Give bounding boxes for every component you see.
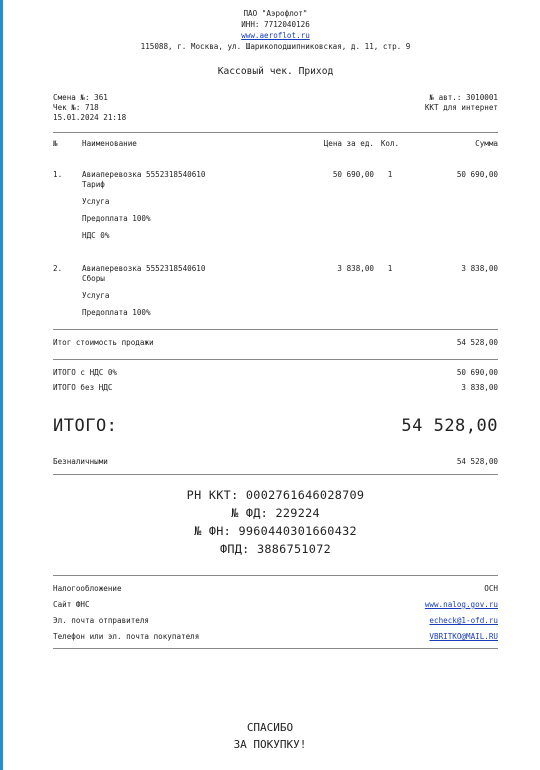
company-site-link[interactable]: www.aeroflot.ru (241, 31, 310, 40)
auto-number: № авт.: 3010001 (429, 93, 498, 102)
item-name: Авиаперевозка 5552318540610 (82, 264, 206, 273)
vat0-value: 50 690,00 (456, 368, 498, 377)
check-number: Чек №: 718 (53, 103, 99, 112)
cashless-row (53, 457, 498, 467)
fns-link[interactable]: www.nalog.gov.ru (424, 600, 498, 609)
col-num: № (53, 139, 58, 148)
sender-label: Эл. почта отправителя (53, 616, 150, 625)
receipt-title: Кассовый чек. Приход (217, 66, 334, 77)
fns-row (53, 600, 498, 610)
list-item (53, 264, 498, 318)
item-qty: 1 (387, 170, 393, 179)
divider (53, 474, 498, 475)
check-datetime: 15.01.2024 21:18 (53, 113, 127, 122)
company-address: 115088, г. Москва, ул. Шарикоподшипниковская, д. 11, стр. 9 (140, 42, 411, 51)
company-name: ПАО "Аэрофлот" (243, 9, 308, 18)
sale-total-value: 54 528,00 (456, 338, 498, 347)
tax-row (53, 584, 498, 594)
item-name: Авиаперевозка 5552318540610 (82, 170, 206, 179)
fns-label: Сайт ФНС (53, 600, 90, 609)
fd-number: № ФД: 229224 (231, 506, 320, 520)
col-name: Наименование (82, 139, 137, 148)
buyer-row (53, 632, 498, 642)
item-qty: 1 (387, 264, 393, 273)
grand-total-row (53, 416, 498, 436)
item-attr: Услуга (82, 291, 110, 300)
vat0-label: ИТОГО с НДС 0% (53, 368, 118, 377)
item-attr: Услуга (82, 197, 110, 206)
item-sum: 50 690,00 (456, 170, 498, 179)
item-name-detail: Тариф (82, 180, 105, 189)
item-sum: 3 838,00 (461, 264, 498, 273)
item-attr: НДС 0% (82, 231, 110, 240)
divider (53, 329, 498, 330)
grand-total-label: ИТОГО: (53, 416, 118, 436)
item-price: 50 690,00 (332, 170, 374, 179)
buyer-label: Телефон или эл. почта покупателя (53, 632, 200, 641)
item-price: 3 838,00 (337, 264, 374, 273)
rn-kkt: РН ККТ: 0002761646028709 (186, 488, 365, 502)
col-price: Цена за ед. (323, 139, 374, 148)
shift-number: Смена №: 361 (53, 93, 108, 102)
novat-label: ИТОГО без НДС (53, 383, 113, 392)
receipt (53, 8, 498, 649)
tax-value: ОСН (484, 584, 498, 593)
cashless-value: 54 528,00 (456, 457, 498, 466)
grand-total-value: 54 528,00 (401, 416, 498, 436)
sale-total-row (53, 338, 498, 348)
receipt-header (53, 8, 498, 52)
receipt-info (53, 93, 498, 123)
left-accent-bar (0, 0, 3, 770)
thanks-line-1: СПАСИБО (246, 721, 294, 734)
divider (53, 575, 498, 576)
company-inn: ИНН: 7712040126 (241, 20, 310, 29)
fpd-number: ФПД: 3886751072 (219, 542, 332, 556)
kkt-type: ККТ для интернет (424, 103, 498, 112)
sender-email-link[interactable]: echeck@1-ofd.ru (429, 616, 498, 625)
novat-value: 3 838,00 (461, 383, 498, 392)
divider (53, 648, 498, 649)
item-attr: Предоплата 100% (82, 214, 151, 223)
list-item (53, 170, 498, 241)
thanks-line-2: ЗА ПОКУПКУ! (233, 738, 307, 751)
thanks-message (0, 719, 540, 753)
sale-total-label: Итог стоимость продажи (53, 338, 154, 347)
cashless-label: Безналичными (53, 457, 108, 466)
col-sum: Сумма (475, 139, 498, 148)
buyer-email-link[interactable]: VBRITKO@MAIL.RU (429, 632, 498, 641)
divider (53, 359, 498, 360)
fn-number: № ФН: 9960440301660432 (194, 524, 357, 538)
item-num: 2. (53, 264, 63, 273)
item-num: 1. (53, 170, 63, 179)
item-attr: Предоплата 100% (82, 308, 151, 317)
divider (53, 132, 498, 133)
sender-row (53, 616, 498, 626)
vat0-row (53, 368, 498, 378)
tax-label: Налогообложение (53, 584, 122, 593)
table-header (53, 139, 498, 149)
registration-block (53, 486, 498, 558)
item-name-detail: Сборы (82, 274, 105, 283)
col-qty: Кол. (380, 139, 400, 148)
novat-row (53, 383, 498, 393)
